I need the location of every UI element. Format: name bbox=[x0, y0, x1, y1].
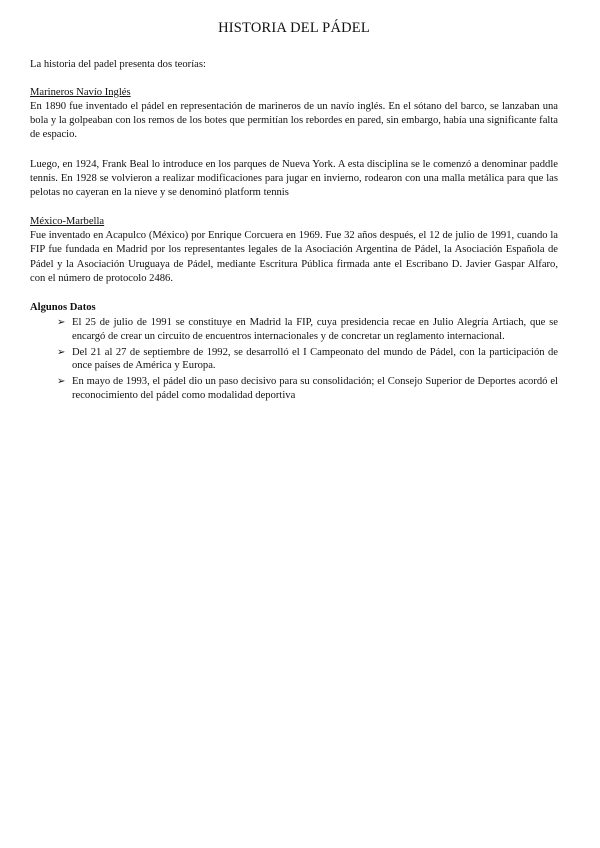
list-item bbox=[57, 346, 558, 374]
data-list bbox=[30, 316, 558, 403]
section-heading-marineros: Marineros Navío Inglés bbox=[30, 87, 131, 98]
paragraph-acapulco: Fue inventado en Acapulco (México) por Enrique Corcuera en 1969. Fue 32 años después, el 12 de julio de 1991, cuando la FIP fue fundada en Madrid por los representantes legales de la Asociación Argentina de Pádel, la Asociación Española de Pádel y la Asociación Uruguaya de Pádel, mediante Escritura Pública firmada ante el Escribano D. Javier Gaspar Alfaro, con el número de protocolo 2486. bbox=[30, 230, 558, 284]
list-item-text: En mayo de 1993, el pádel dio un paso decisivo para su consolidación; el Consejo Superior de Deportes acordó el reconocimiento del pádel como modalidad deportiva bbox=[72, 376, 558, 402]
section-marineros bbox=[30, 86, 558, 200]
section-algunos-datos bbox=[30, 301, 558, 403]
list-item-text: El 25 de julio de 1991 se constituye en Madrid la FIP, cuya presidencia recae en Julio Alegría Artiach, que se encargó de crear un circuito de encuentros internacionales y de concretar un reglamento internacional. bbox=[72, 317, 558, 342]
intro-text: La historia del padel presenta dos teorías: bbox=[30, 59, 206, 70]
list-item bbox=[57, 316, 558, 344]
section-heading-mexico: México-Marbella bbox=[30, 216, 105, 228]
arrow-bullet-icon: ➢ bbox=[57, 376, 66, 388]
paragraph-1890: En 1890 fue inventado el pádel en representación de marineros de un navío inglés. En el sótano del barco, se lanzaban una bola y la golpeaban con los remos de los botes que permitían los rebordes en pared, sin embargo, había una significante falta de espacio. bbox=[30, 101, 558, 141]
document-page bbox=[30, 20, 558, 405]
list-item bbox=[57, 375, 558, 403]
data-heading: Algunos Datos bbox=[30, 302, 96, 314]
list-item-text: Del 21 al 27 de septiembre de 1992, se desarrolló el I Campeonato del mundo de Pádel, con la participación de once países de América y Europa. bbox=[72, 346, 558, 372]
arrow-bullet-icon: ➢ bbox=[57, 346, 66, 358]
arrow-bullet-icon: ➢ bbox=[57, 317, 66, 329]
page-title: HISTORIA DEL PÁDEL bbox=[218, 20, 370, 36]
section-mexico-marbella bbox=[30, 215, 558, 286]
paragraph-1924: Luego, en 1924, Frank Beal lo introduce en los parques de Nueva York. A esta disciplina se le comenzó a denominar paddle tennis. En 1928 se volvieron a realizar modificaciones para jugar en invierno, rodearon con una malla metálica para que las pelotas no cayeran en la nieve y se denominó platform tennis bbox=[30, 158, 558, 199]
